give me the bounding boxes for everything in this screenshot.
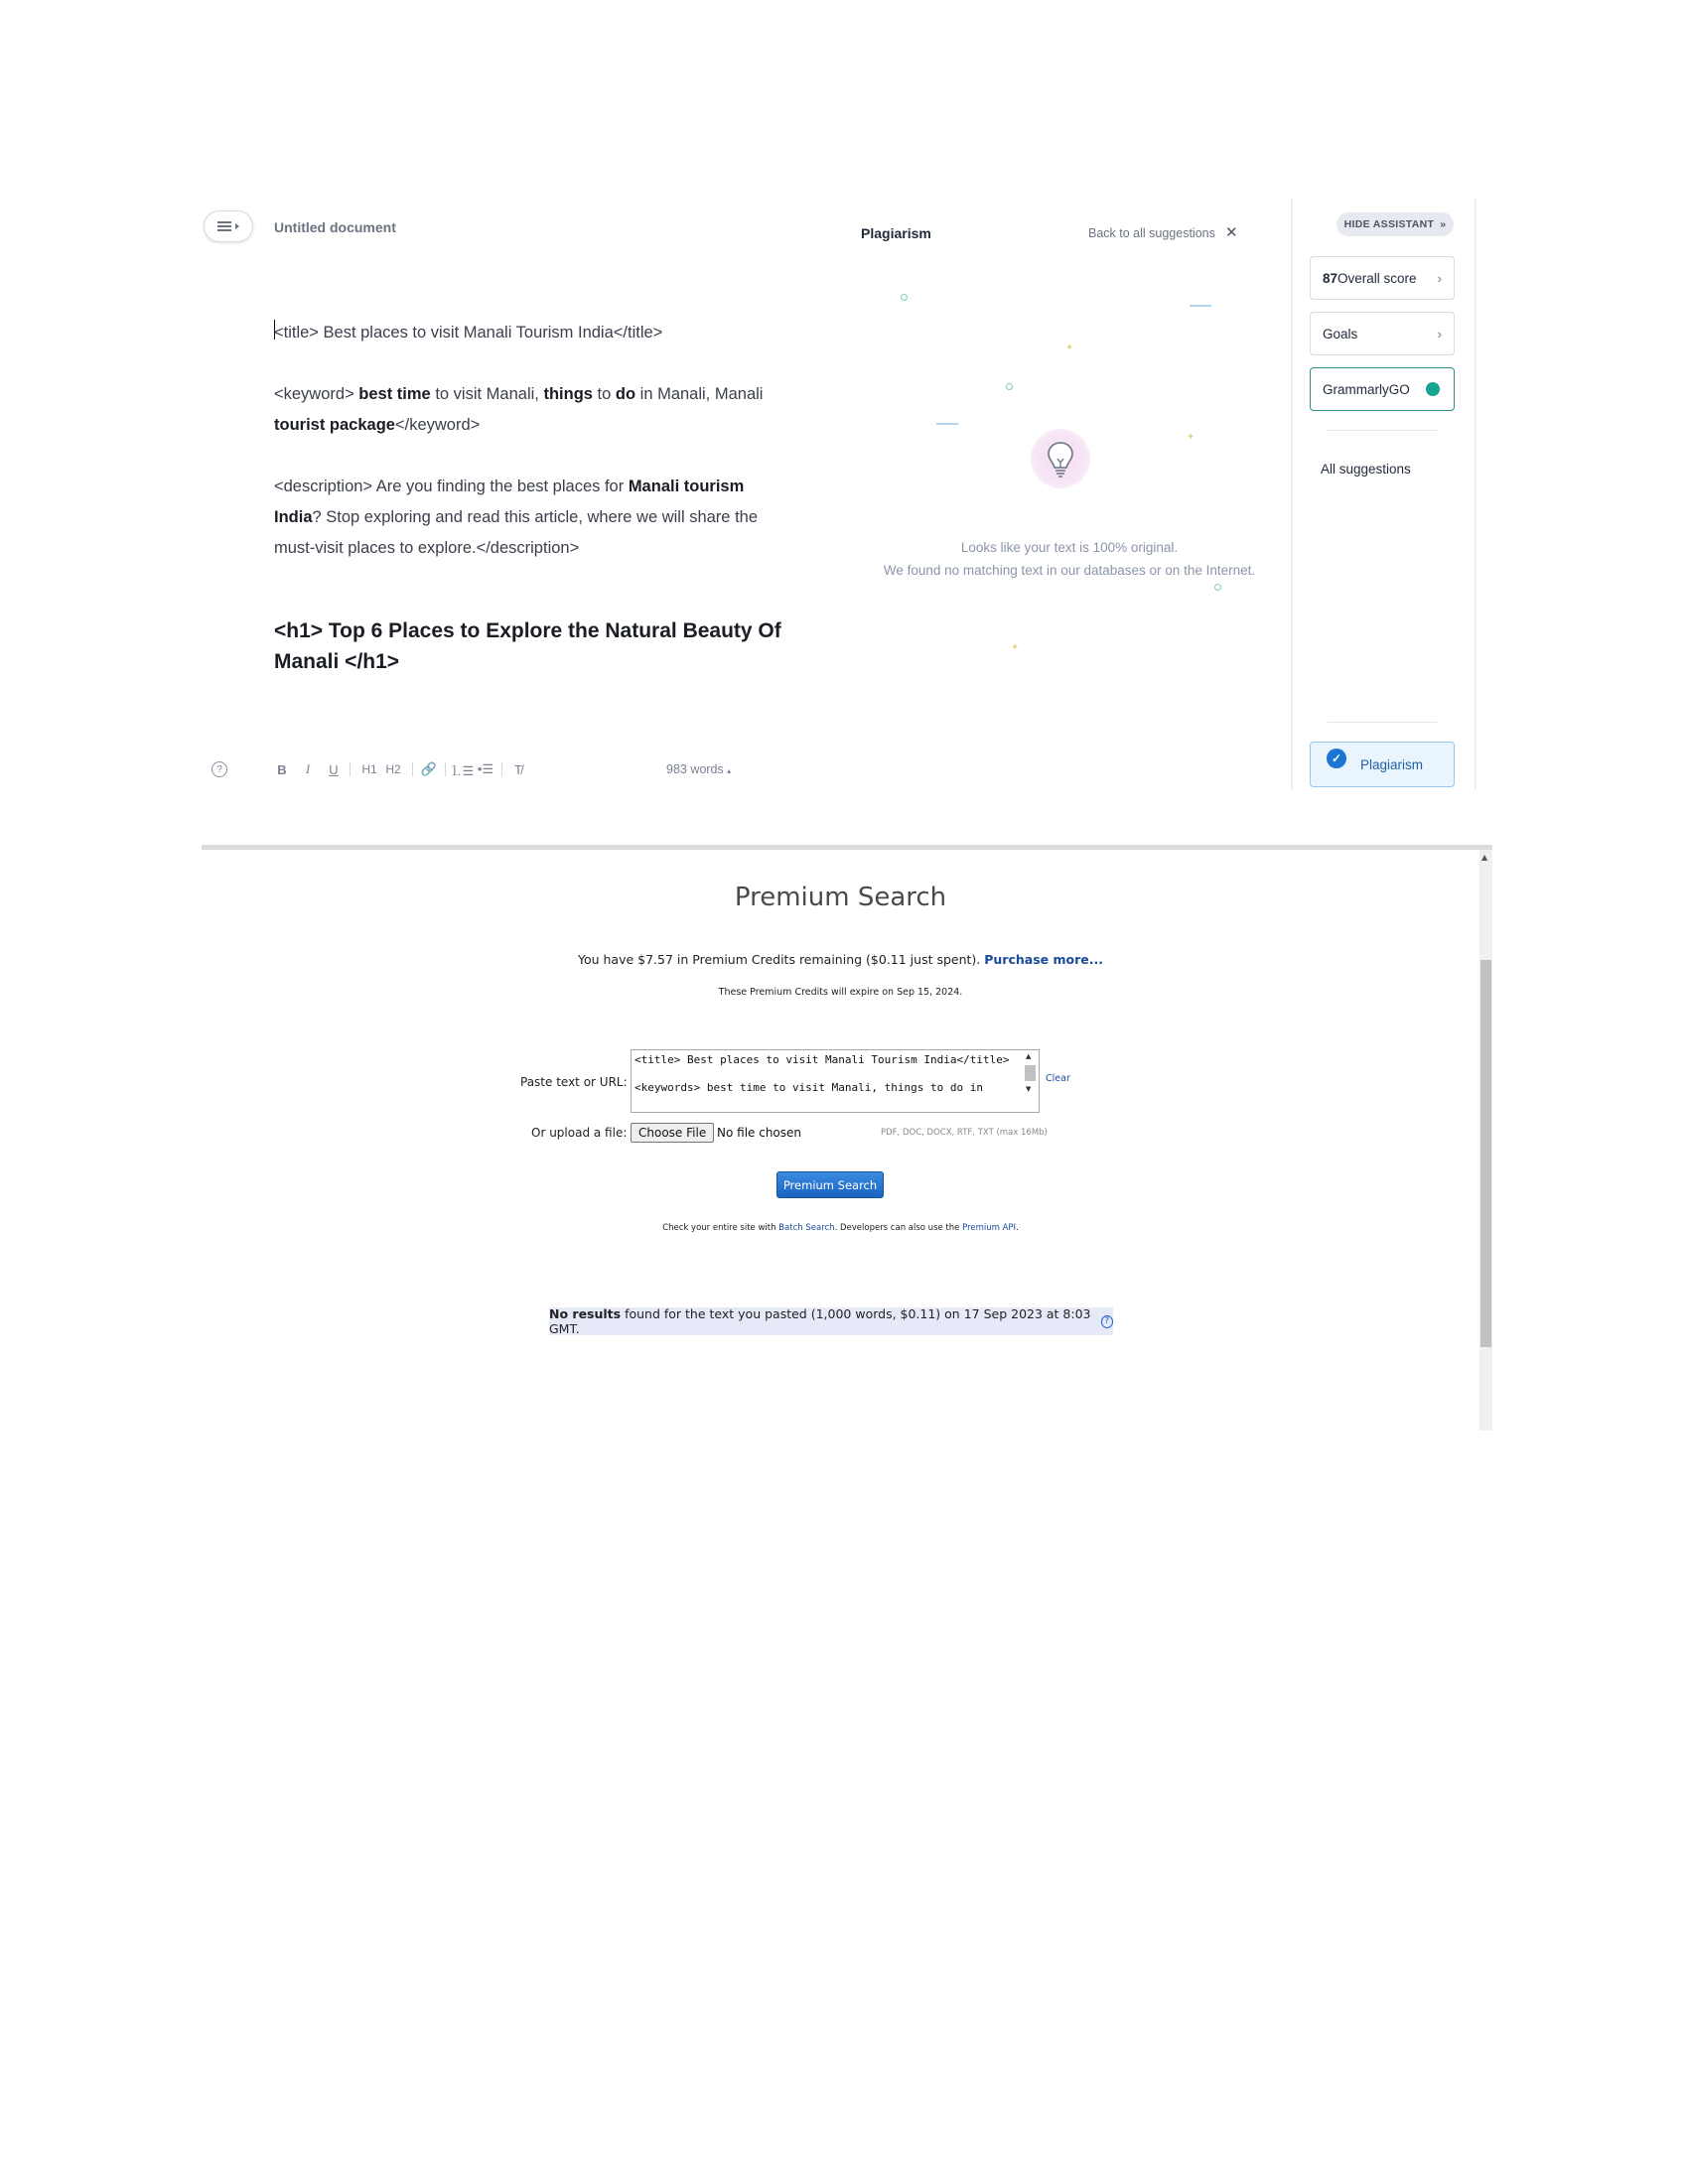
decor-dot [1214,584,1221,591]
menu-button[interactable] [204,210,253,242]
scroll-down-icon: ▼ [1026,1085,1032,1093]
decor-dot [1006,383,1013,390]
overall-score-card[interactable]: 87 Overall score › [1310,256,1455,300]
grammarlygo-icon [1426,382,1440,396]
title-line: <title> Best places to visit Manali Tourism India</title> [274,324,663,341]
heading1-button[interactable]: H1 [361,762,377,776]
help-icon[interactable]: ? [211,761,227,777]
toolbar-divider [501,762,502,776]
description-line: <description> Are you finding the best places for Manali tourism India? Stop exploring and read this article, where we will share the must-visit places to explore.</description> [274,478,759,557]
toolbar-divider [445,762,446,776]
scroll-up-icon[interactable]: ▲ [1481,853,1488,862]
premium-search-button[interactable]: Premium Search [776,1171,884,1198]
plagiarism-title: Plagiarism [861,225,931,241]
decor-dash [1190,305,1211,307]
ordered-list-icon[interactable]: ⒈☰ [449,762,475,778]
plagiarism-tab[interactable]: ✓ Plagiarism [1310,742,1455,787]
decor-sparkle: ✦ [1065,342,1074,353]
decor-dash [936,423,958,425]
sidebar-divider [1328,722,1437,723]
credits-expiry: These Premium Credits will expire on Sep 15, 2024. [718,987,963,998]
credits-info: You have $7.57 in Premium Credits remaining ($0.11 just spent). Purchase more... [577,952,1103,967]
pane-divider [1291,199,1293,789]
double-chevron-icon: » [1440,218,1447,230]
chevron-right-icon: › [1437,326,1442,341]
word-count[interactable]: 983 words ▴ [666,762,732,776]
textarea-scrollbar[interactable] [1022,1051,1038,1111]
underline-button[interactable]: U [329,761,339,777]
italic-button[interactable]: I [305,761,311,776]
heading2-button[interactable]: H2 [385,762,401,776]
grammarlygo-card[interactable]: GrammarlyGO [1310,367,1455,411]
back-to-suggestions-link[interactable]: Back to all suggestions [1088,226,1215,240]
plagiarism-result-message: Looks like your text is 100% original. We found no matching text in our databases or on the Internet. [883,540,1256,578]
chevron-right-icon: › [1437,270,1442,286]
decor-sparkle: ✦ [1187,432,1196,443]
pane-divider [1475,199,1477,789]
hide-assistant-button[interactable]: HIDE ASSISTANT » [1336,212,1454,236]
premium-api-link[interactable]: Premium API [962,1223,1017,1233]
batch-search-link[interactable]: Batch Search [778,1223,835,1233]
goals-card[interactable]: Goals › [1310,312,1455,355]
format-toolbar [211,759,768,779]
chevron-up-icon: ▴ [727,766,732,775]
bullet-list-icon[interactable]: •☰ [477,761,494,776]
search-result-banner: No results found for the text you pasted (1,000 words, $0.11) on 17 Sep 2023 at 8:03 GMT. ? [549,1307,1113,1335]
sidebar-divider [1328,430,1437,431]
help-icon[interactable]: ? [1101,1315,1113,1328]
lightbulb-icon [1031,429,1090,488]
upload-label: Or upload a file: [531,1126,628,1140]
document-editor[interactable] [274,318,790,677]
page-scrollbar[interactable] [1479,850,1492,1431]
caret-right-icon [235,223,239,229]
link-icon[interactable]: 🔗 [420,761,438,776]
batch-search-info: Check your entire site with Batch Search. Developers can also use the Premium API. [662,1223,1019,1233]
check-icon: ✓ [1327,749,1346,768]
menu-icon [217,221,231,231]
file-types-hint: PDF, DOC, DOCX, RTF, TXT (max 16Mb) [881,1128,1048,1138]
page-title: Premium Search [734,883,947,912]
close-icon[interactable]: ✕ [1225,224,1238,241]
toolbar-divider [412,762,413,776]
choose-file-button[interactable]: Choose File [631,1123,714,1143]
scroll-up-icon: ▲ [1026,1052,1032,1060]
clear-link[interactable]: Clear [1046,1073,1070,1084]
clear-format-icon[interactable]: T̸ [514,761,522,777]
decor-dot [901,294,908,301]
copyscape-premium-search [202,845,1492,1431]
bold-button[interactable]: B [277,761,287,777]
document-title[interactable]: Untitled document [274,219,396,235]
paste-text-input[interactable] [631,1049,1040,1113]
scrollbar-thumb[interactable] [1480,960,1491,1347]
grammarly-editor-window [202,199,1492,789]
all-suggestions-link[interactable]: All suggestions [1321,462,1411,477]
file-status: No file chosen [717,1126,802,1140]
h1-heading: <h1> Top 6 Places to Explore the Natural Beauty Of Manali </h1> [274,619,781,673]
purchase-more-link[interactable]: Purchase more... [984,952,1103,967]
toolbar-divider [350,762,351,776]
paste-label: Paste text or URL: [520,1075,628,1089]
keyword-line: <keyword> best time to visit Manali, things to do in Manali, Manali tourist package</keyword> [274,385,764,434]
decor-sparkle: ✦ [1011,642,1020,653]
